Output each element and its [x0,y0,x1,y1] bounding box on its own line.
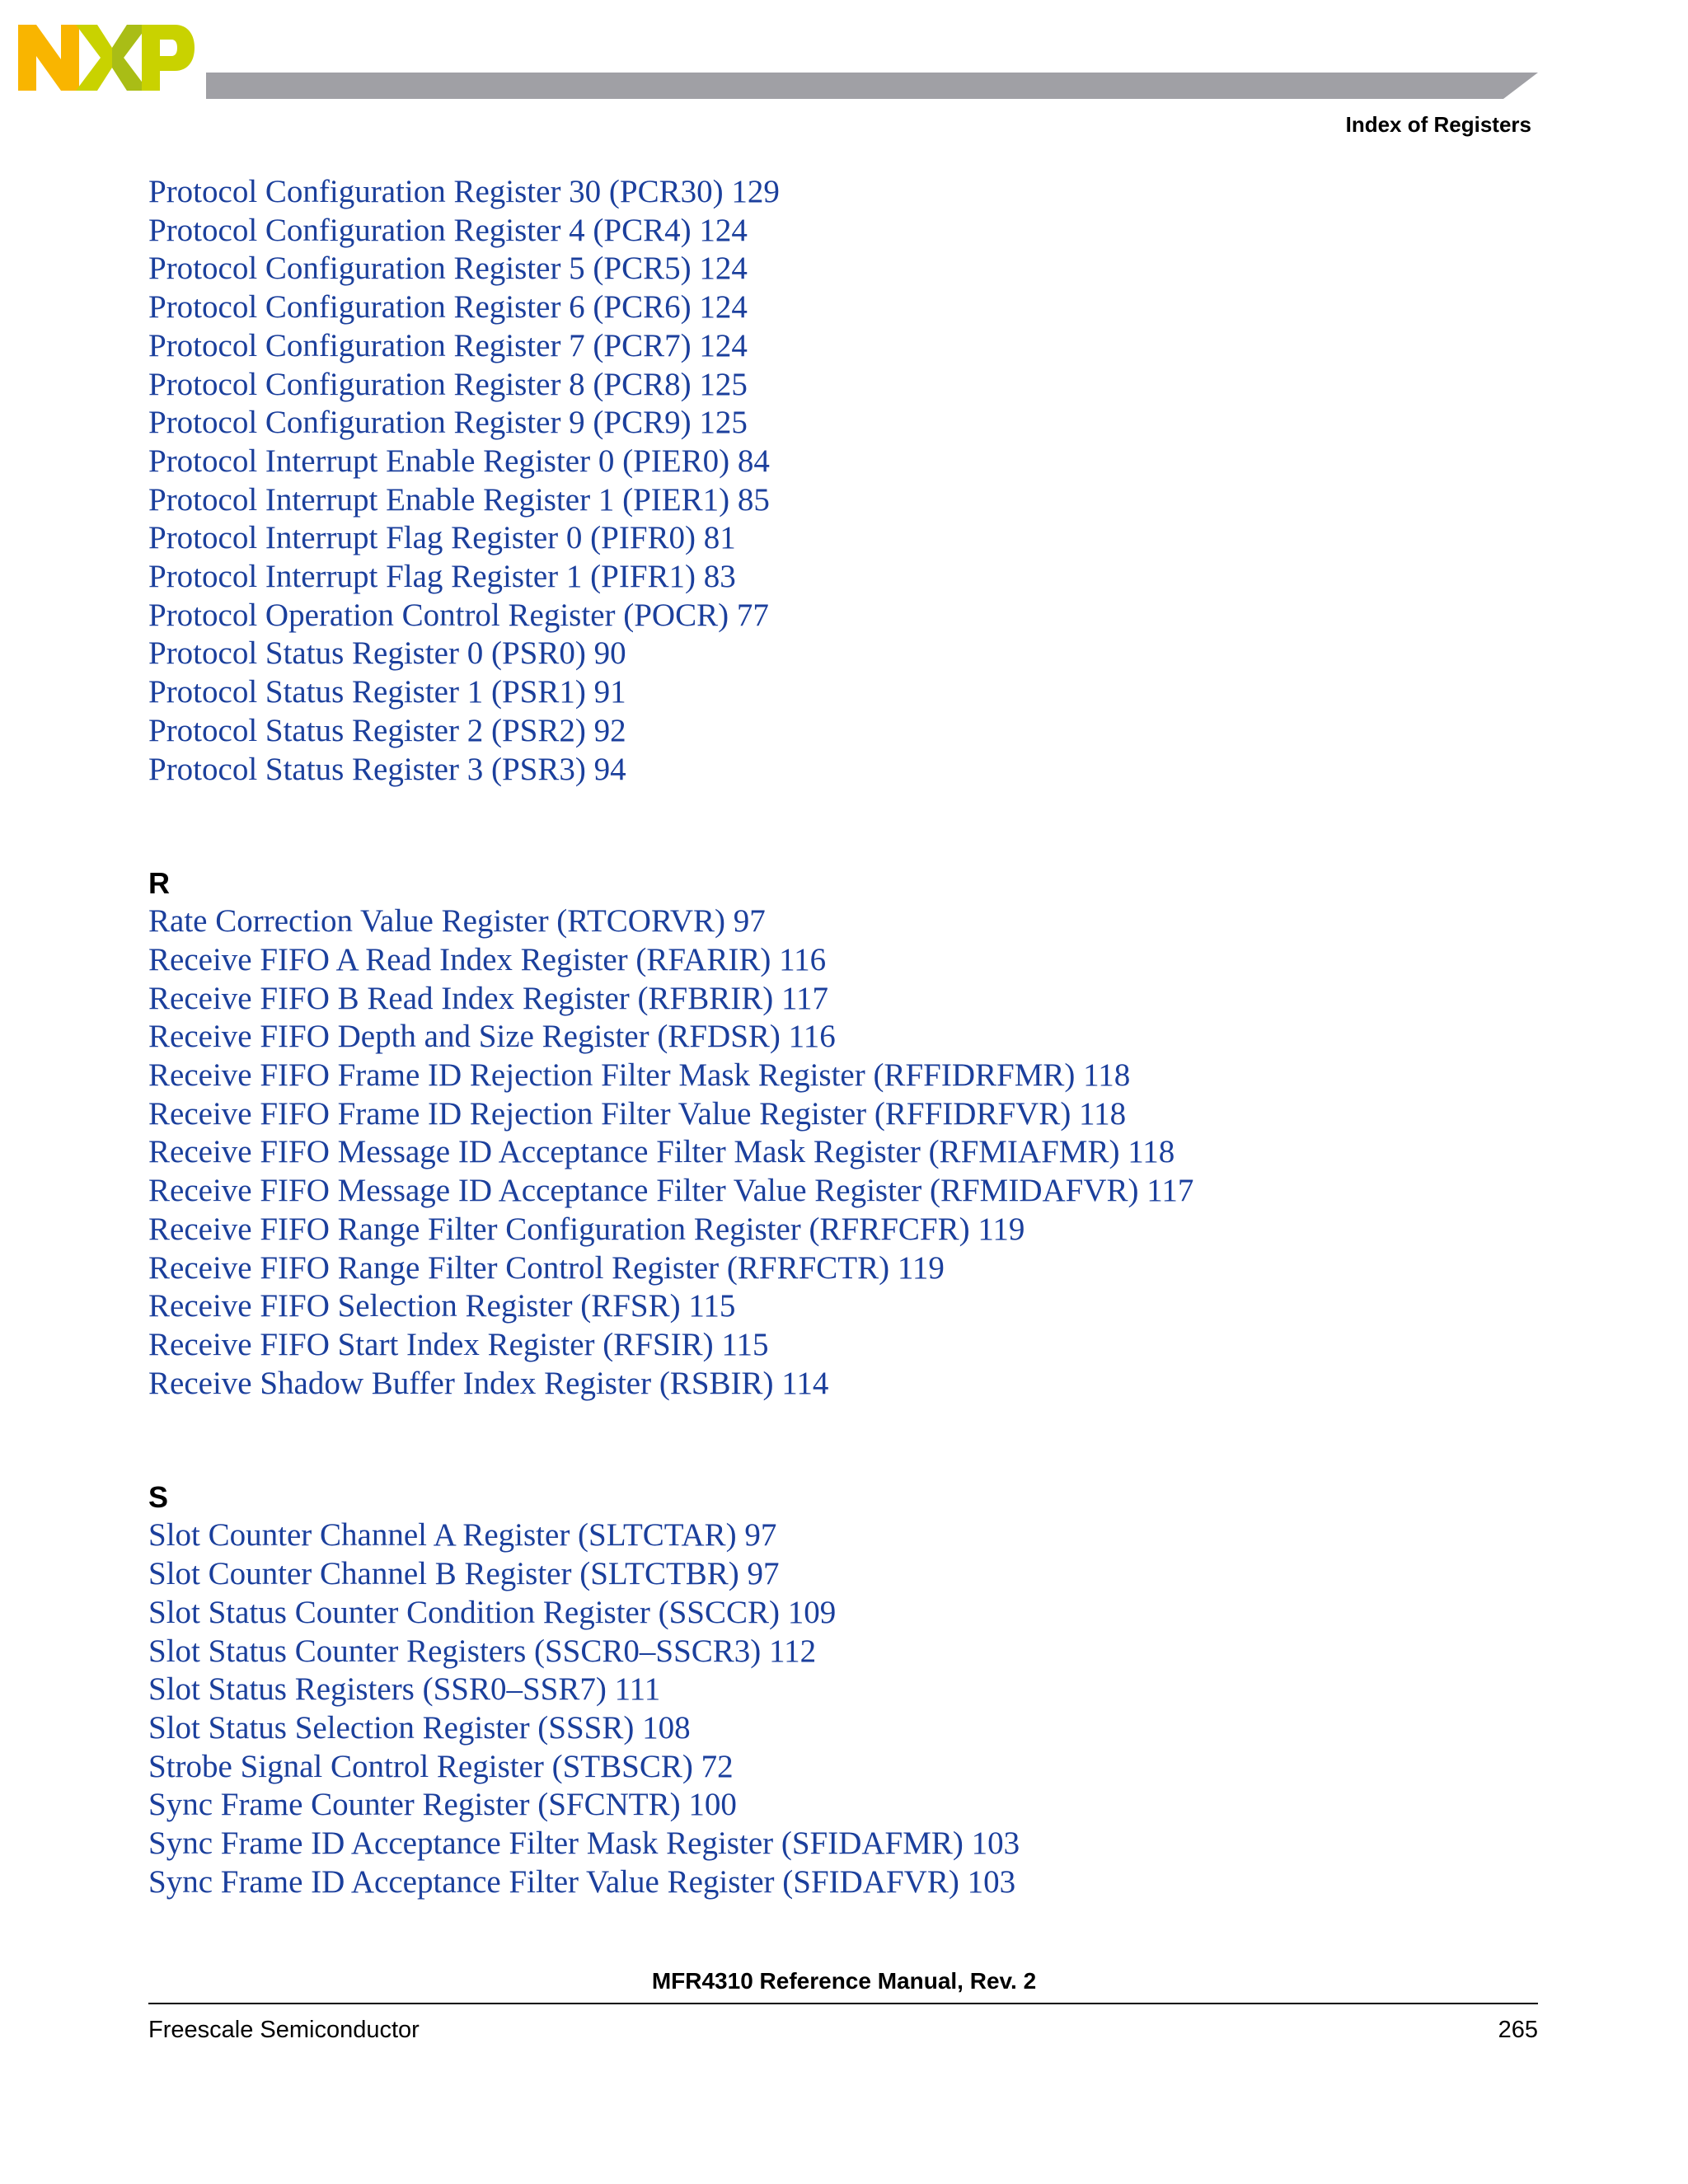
index-entry[interactable]: Protocol Status Register 2 (PSR2) 92 [148,712,626,748]
index-entry[interactable]: Receive FIFO Depth and Size Register (RFDSR) 116 [148,1019,836,1055]
section-s [148,1479,1533,1901]
index-entry[interactable]: Slot Counter Channel A Register (SLTCTAR) 97 [148,1517,777,1554]
index-entry[interactable]: Protocol Configuration Register 8 (PCR8) 125 [148,366,748,402]
footer-divider [148,2003,1538,2004]
index-entry[interactable]: Receive FIFO Start Index Register (RFSIR) 115 [148,1326,769,1362]
footer-company: Freescale Semiconductor [148,2017,420,2043]
footer-page-number: 265 [1498,2017,1538,2043]
logo-p-shape [142,25,195,91]
index-entry[interactable]: Protocol Interrupt Enable Register 0 (PIER0) 84 [148,443,770,479]
index-entry[interactable]: Protocol Operation Control Register (POCR) 77 [148,597,769,633]
index-entry[interactable]: Protocol Interrupt Flag Register 1 (PIFR1) 83 [148,559,736,595]
index-entry[interactable]: Slot Status Selection Register (SSSR) 108 [148,1709,691,1746]
index-entry[interactable]: Receive FIFO Selection Register (RFSR) 115 [148,1288,736,1324]
index-entry[interactable]: Slot Status Counter Condition Register (SSCCR) 109 [148,1594,837,1630]
index-entry[interactable]: Protocol Configuration Register 6 (PCR6) 124 [148,289,748,326]
logo-text: NXP [18,18,21,19]
index-entry[interactable]: Strobe Signal Control Register (STBSCR) 72 [148,1748,734,1784]
section-letter-r: R [148,866,170,901]
index-entry[interactable]: Protocol Configuration Register 5 (PCR5) 124 [148,251,748,287]
index-entry[interactable]: Receive FIFO A Read Index Register (RFARIR) 116 [148,941,827,977]
index-entry[interactable]: Sync Frame Counter Register (SFCNTR) 100 [148,1787,737,1823]
index-entry[interactable]: Protocol Status Register 0 (PSR0) 90 [148,635,626,672]
footer-manual-title: MFR4310 Reference Manual, Rev. 2 [651,1968,1037,1994]
index-entry[interactable]: Protocol Status Register 3 (PSR3) 94 [148,751,626,787]
index-entry[interactable]: Receive FIFO Range Filter Control Register (RFRFCTR) 119 [148,1249,945,1286]
index-entry[interactable]: Slot Counter Channel B Register (SLTCTBR) 97 [148,1556,780,1592]
index-entry[interactable]: Sync Frame ID Acceptance Filter Mask Register (SFIDAFMR) 103 [148,1825,1020,1862]
index-entry[interactable]: Receive Shadow Buffer Index Register (RSBIR) 114 [148,1365,829,1401]
index-entry[interactable]: Rate Correction Value Register (RTCORVR) 97 [148,903,766,940]
index-entry[interactable]: Protocol Interrupt Enable Register 1 (PIER1) 85 [148,481,770,518]
index-entry[interactable]: Receive FIFO Message ID Acceptance Filter Value Register (RFMIDAFVR) 117 [148,1173,1194,1209]
index-entry[interactable]: Sync Frame ID Acceptance Filter Value Register (SFIDAFVR) 103 [148,1863,1016,1900]
index-entry[interactable]: Protocol Configuration Register 9 (PCR9) 125 [148,405,748,441]
section-letter-s: S [148,1480,169,1515]
index-entry[interactable]: Slot Status Registers (SSR0–SSR7) 111 [148,1671,661,1708]
index-entry[interactable]: Protocol Interrupt Flag Register 0 (PIFR0) 81 [148,520,736,556]
logo-n-shape [18,25,79,91]
index-entry[interactable]: Receive FIFO Range Filter Configuration Register (RFRFCFR) 119 [148,1211,1025,1247]
index-entry[interactable]: Slot Status Counter Registers (SSCR0–SSCR3) 112 [148,1633,817,1669]
index-entry[interactable]: Receive FIFO Frame ID Rejection Filter Mask Register (RFFIDRFMR) 118 [148,1057,1131,1094]
index-entry[interactable]: Receive FIFO Frame ID Rejection Filter Value Register (RFFIDRFVR) 118 [148,1095,1127,1132]
section-p [148,173,1533,789]
running-head: Index of Registers [1345,112,1531,137]
index-entry[interactable]: Receive FIFO B Read Index Register (RFBRIR) 117 [148,980,829,1016]
register-index [148,173,1533,1901]
section-r [148,865,1533,1403]
index-entry[interactable]: Receive FIFO Message ID Acceptance Filter Mask Register (RFMIAFMR) 118 [148,1134,1175,1170]
index-entry[interactable]: Protocol Configuration Register 30 (PCR30) 129 [148,174,780,209]
index-entry[interactable]: Protocol Status Register 1 (PSR1) 91 [148,674,626,710]
index-entry[interactable]: Protocol Configuration Register 4 (PCR4) 124 [148,212,748,248]
nxp-logo [18,18,195,97]
header-bar [206,73,1538,99]
index-entry[interactable]: Protocol Configuration Register 7 (PCR7) 124 [148,327,748,363]
